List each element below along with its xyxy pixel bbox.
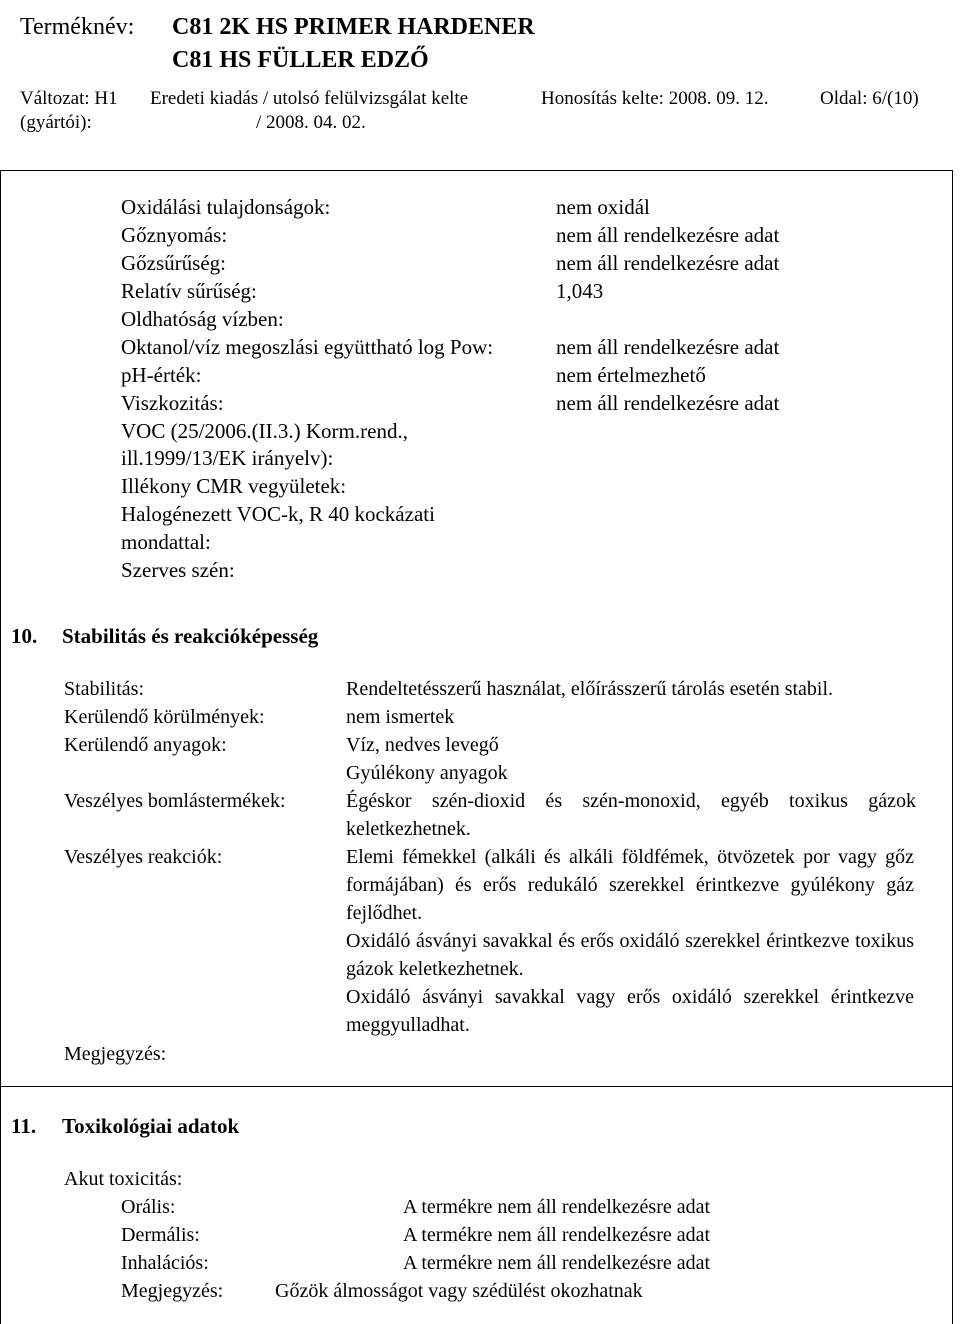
dermal-value: A termékre nem áll rendelkezésre adat (403, 1224, 711, 1246)
property-value: nem áll rendelkezésre adat (556, 251, 780, 275)
materials-value-1: Víz, nedves levegő (346, 734, 499, 756)
product-label: Terméknév: (20, 14, 135, 40)
decomposition-value: Égéskor szén-dioxid és szén-monoxid, egyéb toxikus gázok keletkezhetnek. (346, 790, 916, 840)
section-11-number: 11. (11, 1114, 37, 1138)
inhalation-value: A termékre nem áll rendelkezésre adat (403, 1252, 711, 1274)
property-label: mondattal: (121, 530, 211, 554)
property-label: Oktanol/víz megoszlási együttható log Pow: (121, 335, 494, 359)
section-10-title: Stabilitás és reakcióképesség (62, 624, 319, 648)
section-10-note-label: Megjegyzés: (64, 1043, 167, 1065)
section-11-title: Toxikológiai adatok (62, 1114, 240, 1138)
property-value: nem értelmezhető (556, 363, 706, 387)
property-value: 1,043 (556, 279, 604, 303)
frame-top-border (0, 170, 953, 171)
decomposition-label: Veszélyes bomlástermékek: (64, 790, 286, 812)
conditions-label: Kerülendő körülmények: (64, 706, 265, 728)
section-divider (0, 1086, 953, 1087)
property-label: ill.1999/13/EK irányelv): (121, 446, 334, 470)
acute-toxicity-label: Akut toxicitás: (64, 1168, 183, 1190)
property-value: nem áll rendelkezésre adat (556, 223, 780, 247)
property-label: VOC (25/2006.(II.3.) Korm.rend., (121, 419, 408, 443)
property-value: nem áll rendelkezésre adat (556, 335, 780, 359)
property-label: Gőznyomás: (121, 223, 228, 247)
property-label: Halogénezett VOC-k, R 40 kockázati (121, 502, 435, 526)
product-name-2: C81 HS FÜLLER EDZŐ (172, 47, 429, 73)
property-label: Gőzsűrűség: (121, 251, 226, 275)
conditions-value: nem ismertek (346, 706, 455, 728)
issue-date: / 2008. 04. 02. (256, 112, 366, 133)
property-value: nem áll rendelkezésre adat (556, 391, 780, 415)
inhalation-label: Inhalációs: (121, 1252, 209, 1274)
version: Változat: H1 (20, 88, 118, 109)
reactions-label: Veszélyes reakciók: (64, 846, 223, 868)
localization-date: Honosítás kelte: 2008. 09. 12. (541, 88, 769, 109)
section-11-note-value: Gőzök álmosságot vagy szédülést okozhatnak (275, 1280, 643, 1302)
issue-label-1: Eredeti kiadás / utolsó felülvizsgálat kelte (150, 88, 469, 109)
reactions-value-1: Elemi fémekkel (alkáli és alkáli földfémek, ötvözetek por vagy gőz formájában) és erős redukáló szerekkel érintkezve gyúlékony gáz fejlődhet. (346, 846, 914, 924)
stability-value: Rendeltetésszerű használat, előírásszerű tárolás esetén stabil. (346, 678, 834, 700)
reactions-value-3: Oxidáló ásványi savakkal vagy erős oxidáló szerekkel érintkezve meggyulladhat. (346, 986, 914, 1036)
property-label: Szerves szén: (121, 558, 235, 582)
product-name-1: C81 2K HS PRIMER HARDENER (172, 14, 535, 40)
stability-label: Stabilitás: (64, 678, 144, 700)
materials-label: Kerülendő anyagok: (64, 734, 227, 756)
property-value: nem oxidál (556, 195, 650, 219)
property-label: Illékony CMR vegyületek: (121, 474, 347, 498)
property-label: Viszkozitás: (121, 391, 224, 415)
reactions-value-2: Oxidáló ásványi savakkal és erős oxidáló szerekkel érintkezve toxikus gázok keletkezhetnek. (346, 930, 914, 980)
oral-label: Orális: (121, 1196, 176, 1218)
issue-label-2: (gyártói): (20, 112, 92, 133)
property-label: pH-érték: (121, 363, 202, 387)
section-11-note-label: Megjegyzés: (121, 1280, 224, 1302)
section-10-number: 10. (11, 624, 38, 648)
dermal-label: Dermális: (121, 1224, 200, 1246)
property-label: Oldhatóság vízben: (121, 307, 284, 331)
page-number: Oldal: 6/(10) (820, 88, 919, 109)
materials-value-2: Gyúlékony anyagok (346, 762, 508, 784)
oral-value: A termékre nem áll rendelkezésre adat (403, 1196, 711, 1218)
property-label: Oxidálási tulajdonságok: (121, 195, 331, 219)
property-label: Relatív sűrűség: (121, 279, 257, 303)
